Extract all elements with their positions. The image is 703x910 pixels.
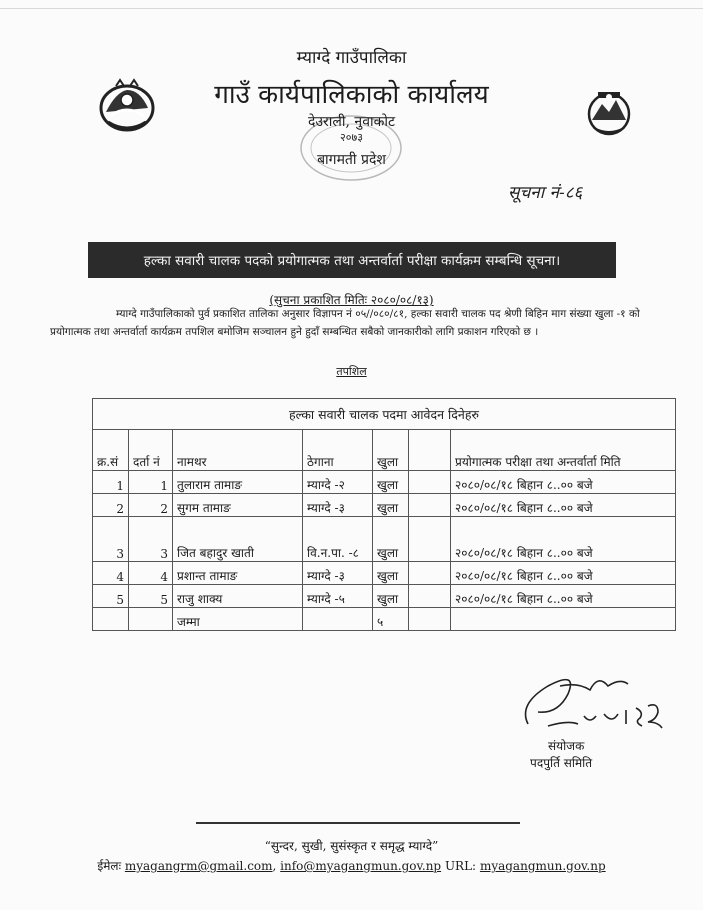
col-reg: दर्ता नं — [129, 430, 173, 471]
office-address: देउराली, नुवाकोट — [307, 114, 396, 130]
table-row — [93, 517, 676, 562]
committee-name: पदपुर्ति समिति — [530, 756, 593, 770]
footer-contact: ईमेलः myagangrm@gmail.com, info@myagangmun.gov.np URL: myagangmun.gov.np — [97, 859, 606, 873]
cell-reg: 1 — [129, 471, 173, 494]
municipality-name: म्याग्दे गाउँपालिका — [296, 48, 407, 68]
section-label: तपशिल — [336, 365, 367, 378]
cell-blank — [409, 494, 451, 517]
cell-type: खुला — [373, 517, 409, 562]
total-label: जम्मा — [173, 608, 303, 631]
notice-banner — [88, 242, 616, 278]
col-blank — [409, 430, 451, 471]
scan-edge — [0, 8, 703, 9]
email-label: ईमेलः — [97, 859, 121, 873]
cell-name: सुगम तामाङ — [173, 494, 303, 517]
cell-datetime — [451, 608, 676, 631]
table-row — [93, 562, 676, 585]
banner-text: हल्का सवारी चालक पदको प्रयोगात्मक तथा अन्तर्वार्ता परीक्षा कार्यक्रम सम्बन्धि सूचना। — [143, 253, 561, 269]
cell-datetime: २०८०/०८/१८ बिहान ८..०० बजे — [451, 585, 676, 608]
cell-sn — [93, 608, 129, 631]
cell-name: राजु शाक्य — [173, 585, 303, 608]
notice-body: म्याग्दे गाउँपालिकाको पुर्व प्रकाशित तालिका अनुसार विज्ञापन नं ०५//०८०/८१, हल्का सवारी चालक पद श्रेणी बिहिन माग संख्या खुला -१ को प्रयोगात्मक तथा अन्तर्वार्ता कार्यक्रम तपशिल बमोजिम सञ्चालन हुने हुदाँ सम्बन्धित सबैको जानकारीको लागि प्रकाशन गरिएको छ । — [50, 308, 640, 338]
cell-datetime: २०८०/०८/१८ बिहान ८..०० बजे — [451, 471, 676, 494]
handwritten-signature — [508, 664, 688, 736]
total-value: ५ — [373, 608, 409, 631]
cell-blank — [409, 517, 451, 562]
cell-reg: 4 — [129, 562, 173, 585]
cell-datetime: २०८०/०८/१८ बिहान ८..०० बजे — [451, 494, 676, 517]
office-title: गाउँ कार्यपालिकाको कार्यालय — [214, 80, 489, 110]
email-link-info[interactable]: info@myagangmun.gov.np — [280, 859, 442, 873]
cell-address — [303, 608, 373, 631]
table-row — [93, 471, 676, 494]
table-caption: हल्का सवारी चालक पदमा आवेदन दिनेहरु — [93, 399, 676, 430]
col-type: खुला — [373, 430, 409, 471]
col-sn: क्र.सं — [93, 430, 129, 471]
cell-sn: 2 — [93, 494, 129, 517]
cell-type: खुला — [373, 471, 409, 494]
cell-sn: 5 — [93, 585, 129, 608]
published-date: (सुचना प्रकाशित मितिः २०८०/०८/१३) — [269, 293, 434, 307]
cell-name: जित बहादुर खाती — [173, 517, 303, 562]
established-year: २०७३ — [340, 131, 363, 144]
cell-sn: 3 — [93, 517, 129, 562]
cell-blank — [409, 585, 451, 608]
footer-slogan: “सुन्दर, सुखी, सुसंस्कृत र समृद्ध म्याग्दे” — [264, 839, 439, 853]
table-row — [93, 494, 676, 517]
cell-sn: 4 — [93, 562, 129, 585]
cell-address: म्याग्दे -३ — [303, 562, 373, 585]
cell-blank — [409, 562, 451, 585]
cell-address: वि.न.पा. -८ — [303, 517, 373, 562]
cell-name: प्रशान्त तामाङ — [173, 562, 303, 585]
table-header-row — [93, 430, 676, 471]
cell-address: म्याग्दे -२ — [303, 471, 373, 494]
cell-name: तुलाराम तामाङ — [173, 471, 303, 494]
cell-reg — [129, 608, 173, 631]
cell-datetime: २०८०/०८/१८ बिहान ८..०० बजे — [451, 517, 676, 562]
cell-blank — [409, 471, 451, 494]
cell-reg: 5 — [129, 585, 173, 608]
cell-type: खुला — [373, 585, 409, 608]
col-address: ठेगाना — [303, 430, 373, 471]
table-row — [93, 585, 676, 608]
cell-sn: 1 — [93, 471, 129, 494]
col-datetime: प्रयोगात्मक परीक्षा तथा अन्तर्वार्ता मिति — [451, 430, 676, 471]
notice-number: सूचना नं-८६ — [508, 183, 583, 203]
cell-reg: 3 — [129, 517, 173, 562]
cell-datetime: २०८०/०८/१८ बिहान ८..०० बजे — [451, 562, 676, 585]
website-link[interactable]: myagangmun.gov.np — [479, 859, 606, 873]
cell-type: खुला — [373, 562, 409, 585]
candidate-table — [92, 398, 676, 631]
cell-type: खुला — [373, 494, 409, 517]
cell-blank — [409, 608, 451, 631]
col-name: नामथर — [173, 430, 303, 471]
cell-reg: 2 — [129, 494, 173, 517]
cell-address: म्याग्दे -५ — [303, 585, 373, 608]
email-link-primary[interactable]: myagangrm@gmail.com — [124, 859, 273, 873]
url-label: URL: — [444, 859, 477, 873]
cell-address: म्याग्दे -३ — [303, 494, 373, 517]
table-total-row — [93, 608, 676, 631]
footer-divider — [196, 822, 520, 824]
province-name: बागमती प्रदेश — [317, 152, 386, 168]
signatory-title: संयोजक — [548, 739, 585, 753]
